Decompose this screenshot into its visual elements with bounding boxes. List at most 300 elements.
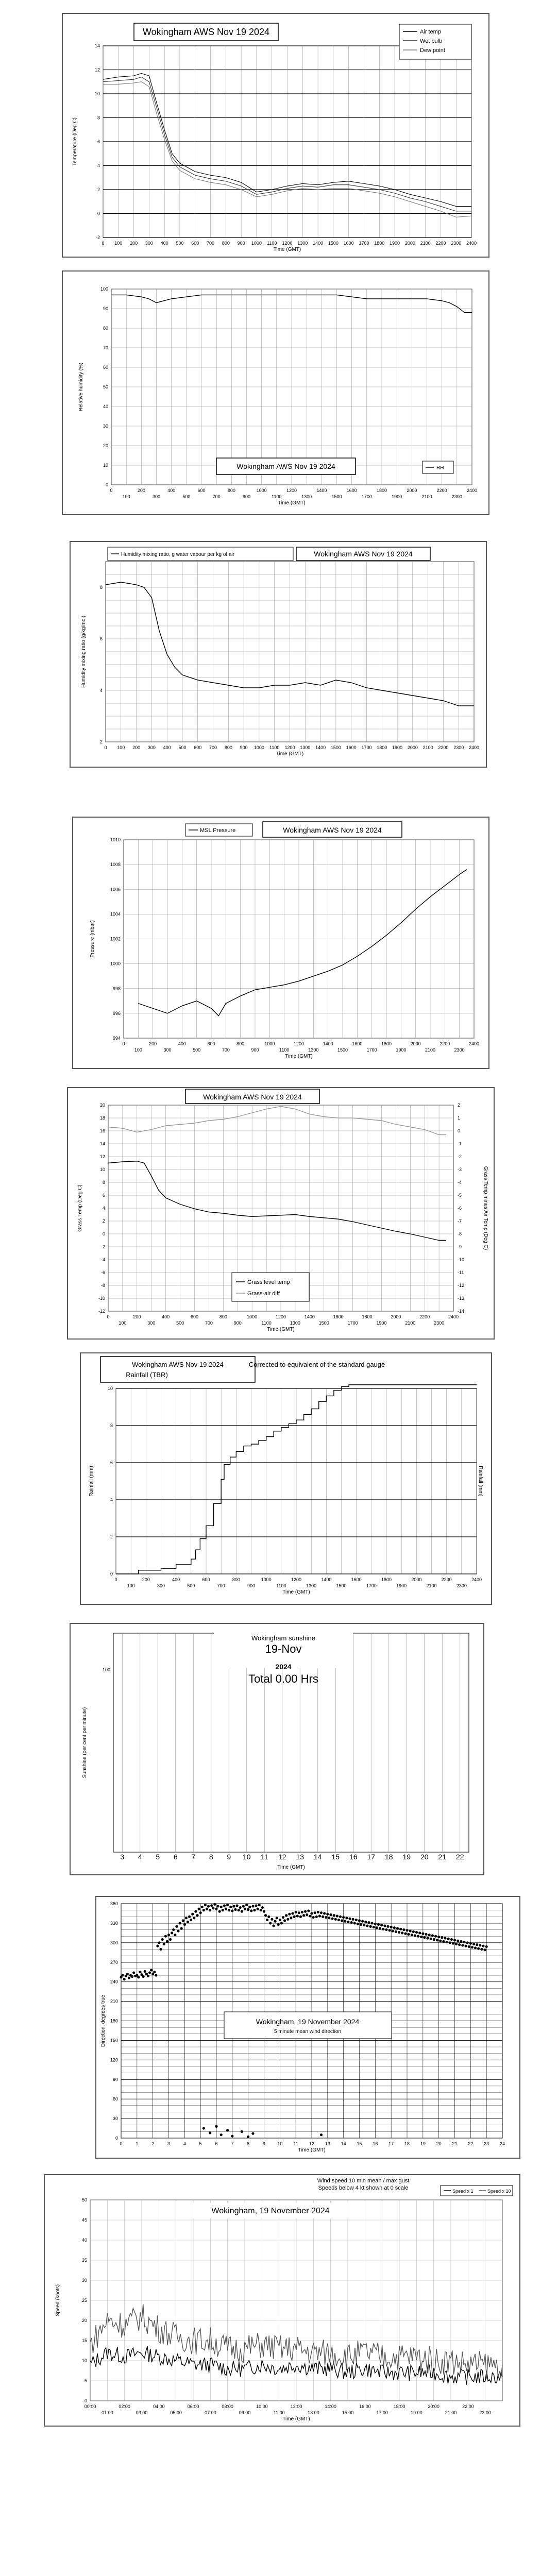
x-axis-label: Time (GMT) (285, 1054, 313, 1059)
y-axis-label: Pressure (mbar) (90, 920, 95, 958)
data-point (291, 1912, 294, 1914)
y-tick-label: 0 (97, 211, 100, 216)
x-tick-label: 16:00 (359, 2404, 371, 2409)
rainfall-chart (80, 1352, 492, 1605)
x-tick-label: 19:00 (411, 2410, 422, 2415)
x-tick-label: 15:00 (342, 2410, 354, 2415)
data-point (267, 1916, 270, 1918)
mixing-ratio-chart (70, 541, 487, 768)
data-point (247, 1908, 249, 1911)
x-tick-label: 20:00 (428, 2404, 439, 2409)
x-axis-label: Time (GMT) (267, 1327, 295, 1332)
x-tick-label: 900 (247, 1583, 256, 1588)
y-axis-label: Speed (knots) (55, 2284, 61, 2317)
data-point (261, 1906, 264, 1909)
x-tick-label: 0 (110, 488, 113, 493)
data-point (202, 2127, 205, 2129)
data-point (453, 1939, 456, 1941)
x-tick-label: 13 (296, 1853, 305, 1861)
y-tick-label: 240 (110, 1979, 118, 1985)
data-point (245, 1904, 248, 1906)
data-point (444, 1937, 446, 1939)
data-point (209, 2131, 211, 2134)
x-tick-label: 21:00 (445, 2410, 457, 2415)
y-tick-label: 1002 (110, 936, 121, 942)
data-point (295, 1911, 297, 1913)
x-tick-label: 200 (133, 1314, 141, 1319)
y-tick-label: 30 (103, 423, 108, 429)
x-tick-label: 14 (341, 2141, 346, 2146)
x-tick-label: 17 (367, 1853, 376, 1861)
data-point (188, 1916, 191, 1918)
x-tick-label: 2000 (411, 1577, 422, 1582)
data-point (411, 1934, 413, 1936)
x-tick-label: 1800 (381, 1577, 392, 1582)
y-tick-label: 12 (99, 1154, 105, 1159)
data-point (226, 2129, 229, 2131)
x-tick-label: 8 (209, 1853, 213, 1861)
data-point (302, 1914, 305, 1917)
x-tick-label: 04:00 (153, 2404, 165, 2409)
x-tick-label: 23:00 (479, 2410, 491, 2415)
x-tick-label: 1100 (269, 745, 280, 750)
y-tick-label-right: -8 (458, 1231, 462, 1236)
data-point (253, 1909, 256, 1911)
chart-subtitle: Rainfall (TBR) (126, 1371, 168, 1379)
data-point (216, 1905, 219, 1907)
y-tick-label: 996 (112, 1010, 121, 1016)
x-tick-label: 1700 (366, 1583, 377, 1588)
y-tick-label: 2 (110, 1534, 113, 1539)
data-point (373, 1926, 375, 1928)
y-tick-label-right: 0 (458, 1128, 461, 1133)
data-point (266, 1919, 268, 1921)
data-point (264, 1914, 267, 1917)
x-tick-label: 02:00 (119, 2404, 130, 2409)
x-tick-label: 07:00 (205, 2410, 216, 2415)
y-tick-label: -2 (95, 235, 100, 240)
data-point (307, 1909, 310, 1912)
x-axis-label: Time (GMT) (282, 1589, 310, 1595)
y-tick-label: 270 (110, 1959, 118, 1965)
data-point (347, 1921, 349, 1923)
data-point (306, 1913, 308, 1916)
y-tick-label: 6 (102, 1193, 105, 1198)
data-point (326, 1913, 329, 1916)
y-tick-label: 1010 (110, 837, 121, 842)
data-point (376, 1926, 378, 1929)
data-point (250, 1909, 252, 1912)
x-tick-label: 1300 (300, 745, 311, 750)
x-tick-label: 18 (384, 1853, 393, 1861)
y-tick-label: 70 (103, 345, 108, 350)
x-tick-label: 1700 (361, 494, 372, 499)
data-point (329, 1913, 332, 1916)
x-tick-label: 01:00 (102, 2410, 113, 2415)
data-point (386, 1925, 389, 1928)
data-point (437, 1936, 440, 1938)
x-tick-label: 1100 (276, 1583, 286, 1588)
data-point (336, 1914, 339, 1917)
data-point (155, 1974, 157, 1976)
x-tick-label: 400 (160, 241, 168, 246)
data-point (251, 2132, 254, 2135)
x-tick-label: 2300 (451, 241, 462, 246)
x-tick-label: 0 (102, 241, 105, 246)
x-tick-label: 2000 (404, 241, 415, 246)
wind-speed-chart (44, 2174, 520, 2427)
x-tick-label: 6 (215, 2141, 218, 2146)
x-tick-label: 400 (172, 1577, 180, 1582)
x-tick-label: 2400 (471, 1577, 482, 1582)
y-tick-label: 4 (97, 163, 100, 168)
x-tick-label: 22 (468, 2141, 474, 2146)
x-tick-label: 2000 (391, 1314, 401, 1319)
data-point (466, 1941, 469, 1944)
x-tick-label: 23 (484, 2141, 489, 2146)
x-tick-label: 13:00 (308, 2410, 319, 2415)
data-point (263, 1910, 265, 1913)
legend-label: Air temp (420, 29, 441, 35)
x-tick-label: 1200 (284, 745, 295, 750)
data-point (468, 1945, 470, 1948)
data-point (476, 1943, 478, 1946)
data-point (196, 1914, 198, 1917)
data-point (169, 1938, 172, 1941)
x-tick-label: 03:00 (136, 2410, 148, 2415)
data-point (485, 1945, 488, 1948)
y-tick-label: 60 (112, 2096, 118, 2102)
x-tick-label: 800 (222, 241, 230, 246)
x-tick-label: 20 (420, 1853, 429, 1861)
x-tick-label: 600 (191, 241, 199, 246)
data-point (229, 1906, 232, 1908)
x-tick-label: 100 (134, 1047, 142, 1053)
data-point (474, 1946, 477, 1949)
data-point (318, 1914, 321, 1917)
x-tick-label: 1 (136, 2141, 139, 2146)
data-point (123, 1978, 126, 1980)
data-point (320, 2133, 323, 2136)
x-tick-label: 1300 (306, 1583, 317, 1588)
x-tick-label: 19 (420, 2141, 426, 2146)
y-tick-label-right: -13 (458, 1296, 465, 1301)
data-point (405, 1929, 408, 1931)
x-tick-label: 1600 (343, 241, 354, 246)
y-axis-label-right: Grass Temp minus Air Temp (Deg C) (483, 1166, 488, 1250)
data-point (228, 1909, 230, 1911)
x-tick-label: 1100 (267, 241, 277, 246)
data-point (447, 1938, 450, 1940)
x-tick-label: 2 (151, 2141, 155, 2146)
data-point (301, 1911, 303, 1913)
x-tick-label: 2200 (438, 745, 449, 750)
data-point (423, 1936, 426, 1939)
data-point (371, 1922, 374, 1924)
legend-label: Dew point (420, 47, 445, 54)
x-tick-label: 800 (236, 1041, 245, 1046)
data-point (392, 1929, 394, 1932)
x-tick-label: 1500 (336, 1583, 347, 1588)
x-tick-label: 1100 (261, 1320, 272, 1326)
data-point (231, 1909, 233, 1912)
x-tick-label: 900 (251, 1047, 259, 1053)
data-point (147, 1975, 149, 1977)
x-tick-label: 8 (247, 2141, 250, 2146)
data-point (232, 1905, 235, 1907)
x-tick-label: 11 (293, 2141, 298, 2146)
data-point (247, 2136, 249, 2138)
x-tick-label: 7 (231, 2141, 234, 2146)
data-point (412, 1930, 415, 1933)
x-tick-label: 1200 (291, 1577, 302, 1582)
y-tick-label: 18 (99, 1115, 105, 1121)
y-tick-label: 10 (94, 91, 100, 96)
x-axis-label: Time (GMT) (282, 2416, 310, 2422)
y-tick-label: 10 (107, 1386, 113, 1391)
y-tick-label: 90 (103, 306, 108, 311)
x-tick-label: 200 (149, 1041, 157, 1046)
y-tick-label: 4 (99, 688, 103, 693)
data-point (251, 1905, 254, 1907)
x-tick-label: 500 (176, 1320, 184, 1326)
x-tick-label: 15 (331, 1853, 340, 1861)
data-point (215, 2125, 217, 2128)
data-point (279, 1919, 281, 1921)
chart-title: Wokingham AWS Nov 19 2024 (283, 826, 382, 834)
data-point (395, 1930, 397, 1933)
data-point (167, 1934, 170, 1936)
data-point (407, 1933, 410, 1936)
x-tick-label: 15 (357, 2141, 362, 2146)
data-point (377, 1923, 380, 1926)
chart-title: Wokingham AWS Nov 19 2024 (203, 1093, 302, 1101)
x-tick-label: 400 (178, 1041, 186, 1046)
data-point (382, 1928, 384, 1930)
x-tick-label: 21 (438, 1853, 447, 1861)
x-tick-label: 2100 (405, 1320, 416, 1326)
y-tick-label: 100 (102, 1667, 110, 1672)
data-point (166, 1940, 168, 1943)
y-tick-label: 40 (81, 2238, 87, 2243)
grass-temp-chart (67, 1087, 495, 1340)
data-point (398, 1931, 400, 1934)
x-tick-label: 1500 (328, 241, 339, 246)
x-tick-label: 200 (130, 241, 138, 246)
data-point (417, 1935, 419, 1938)
x-tick-label: 10:00 (256, 2404, 268, 2409)
data-point (158, 1941, 160, 1944)
data-point (199, 1911, 202, 1914)
x-tick-label: 9 (227, 1853, 231, 1861)
x-tick-label: 400 (163, 745, 171, 750)
data-point (360, 1923, 362, 1926)
data-point (153, 1971, 156, 1973)
x-tick-label: 09:00 (239, 2410, 251, 2415)
y-tick-label: 998 (112, 986, 121, 991)
y-tick-label: 15 (81, 2338, 87, 2343)
x-tick-label: 500 (182, 494, 191, 499)
y-tick-label: 35 (81, 2258, 87, 2263)
data-point (283, 1919, 286, 1922)
x-tick-label: 1000 (253, 745, 264, 750)
data-point (180, 1927, 183, 1929)
y-tick-label: 20 (103, 443, 108, 448)
data-point (187, 1921, 189, 1923)
data-point (369, 1925, 371, 1928)
x-axis-label: Time (GMT) (277, 1865, 305, 1870)
x-tick-label: 2200 (439, 1041, 450, 1046)
x-tick-label: 600 (194, 745, 202, 750)
data-point (380, 1924, 383, 1926)
data-point (402, 1928, 405, 1931)
x-tick-label: 11:00 (273, 2410, 285, 2415)
legend-label: MSL Pressure (200, 827, 236, 834)
x-tick-label: 13 (325, 2141, 330, 2146)
x-tick-label: 1700 (366, 1047, 377, 1053)
y-tick-label: 30 (81, 2278, 87, 2283)
y-tick-label: -2 (100, 1244, 105, 1249)
data-point (430, 1938, 432, 1940)
wind-direction-chart (95, 1896, 520, 2159)
y-tick-label: 330 (110, 1920, 118, 1926)
data-point (201, 1906, 204, 1908)
data-point (293, 1916, 295, 1918)
y-tick-label-right: -9 (458, 1244, 462, 1249)
data-point (190, 1919, 192, 1921)
chart-note: Corrected to equivalent of the standard gauge (248, 1361, 385, 1368)
data-point (276, 1917, 278, 1919)
y-tick-label: 300 (110, 1940, 118, 1945)
data-point (367, 1921, 370, 1924)
x-tick-label: 0 (107, 1314, 110, 1319)
x-tick-label: 1900 (390, 241, 400, 246)
chart-date: 19-Nov (265, 1642, 302, 1655)
y-tick-label: -6 (100, 1270, 105, 1275)
y-tick-label-right: -5 (458, 1193, 462, 1198)
data-point (393, 1926, 396, 1929)
data-point (257, 1908, 259, 1910)
legend-label: Speed x 1 (452, 2189, 474, 2194)
x-tick-label: 600 (190, 1314, 199, 1319)
y-tick-label: 10 (103, 463, 108, 468)
chart-title: Wokingham AWS Nov 19 2024 (142, 27, 270, 37)
data-point (255, 1904, 257, 1907)
data-point (193, 1917, 195, 1919)
x-tick-label: 11 (260, 1853, 268, 1861)
x-tick-label: 800 (227, 488, 235, 493)
data-point (248, 1906, 251, 1908)
x-tick-label: 1000 (264, 1041, 275, 1046)
data-point (177, 1929, 179, 1932)
data-point (450, 1938, 453, 1941)
data-point (420, 1936, 422, 1938)
y-tick-label: 45 (81, 2217, 87, 2223)
x-tick-label: 24 (499, 2141, 505, 2146)
data-point (385, 1928, 387, 1931)
y-tick-label-right: -12 (458, 1283, 465, 1288)
y-tick-label: 1006 (110, 887, 121, 892)
chart-title: Wokingham sunshine (251, 1634, 316, 1642)
x-tick-label: 2000 (407, 745, 418, 750)
data-point (159, 1948, 162, 1951)
x-tick-label: 0 (114, 1577, 117, 1582)
data-point (452, 1942, 454, 1944)
x-axis-label: Time (GMT) (273, 247, 301, 252)
y-tick-label: 50 (81, 2197, 87, 2202)
y-tick-label: 5 (84, 2378, 87, 2383)
y-tick-label: -8 (100, 1283, 105, 1288)
chart-subtitle: 5 minute mean wind direction (274, 2029, 342, 2035)
y-tick-label: 16 (99, 1128, 105, 1133)
data-point (458, 1943, 461, 1946)
x-tick-label: 2100 (422, 745, 433, 750)
legend-label: Humidity mixing ratio, g water vapour per kg of air (121, 552, 235, 557)
data-point (144, 1970, 146, 1973)
data-point (185, 1917, 188, 1919)
x-tick-label: 300 (163, 1047, 172, 1053)
y-tick-label: 0 (115, 2136, 118, 2141)
y-tick-label-right: -3 (458, 1167, 462, 1172)
x-tick-label: 800 (224, 745, 232, 750)
humidity-chart (62, 270, 489, 515)
x-tick-label: 19 (402, 1853, 411, 1861)
data-point (213, 1903, 216, 1906)
y-tick-label-right: -6 (458, 1206, 462, 1211)
x-tick-label: 1900 (392, 494, 402, 499)
x-tick-label: 300 (145, 241, 153, 246)
x-tick-label: 700 (212, 494, 221, 499)
x-tick-label: 1200 (293, 1041, 305, 1046)
x-tick-label: 2100 (426, 1583, 437, 1588)
y-tick-label: 2 (102, 1218, 105, 1224)
y-tick-label: 14 (94, 43, 100, 48)
x-tick-label: 06:00 (187, 2404, 199, 2409)
data-point (163, 1943, 165, 1945)
data-point (436, 1939, 438, 1941)
x-tick-label: 1500 (330, 745, 341, 750)
y-tick-label: 10 (99, 1167, 105, 1172)
x-tick-label: 1700 (359, 241, 369, 246)
x-tick-label: 100 (119, 1320, 127, 1326)
y-tick-label-right: 1 (458, 1115, 461, 1121)
y-tick-label: -10 (98, 1296, 105, 1301)
y-axis-label-right: Rainfall (mm) (478, 1466, 483, 1497)
x-tick-label: 2200 (419, 1314, 430, 1319)
data-point (137, 1976, 140, 1978)
y-axis-label: Rainfall (mm) (89, 1466, 94, 1497)
data-point (272, 1924, 275, 1927)
x-tick-label: 2000 (407, 488, 417, 493)
data-point (304, 1910, 307, 1913)
data-point (215, 1908, 217, 1910)
data-point (479, 1944, 481, 1946)
y-tick-label: 8 (97, 115, 100, 121)
data-point (234, 1908, 236, 1911)
data-point (434, 1935, 437, 1938)
data-point (204, 1904, 207, 1906)
data-point (431, 1934, 434, 1937)
data-point (148, 1971, 151, 1974)
legend-label: Speed x 10 (487, 2189, 511, 2194)
x-tick-label: 1900 (392, 745, 403, 750)
data-point (269, 1922, 272, 1924)
data-point (296, 1914, 299, 1917)
x-tick-label: 00:00 (84, 2404, 96, 2409)
data-point (298, 1911, 300, 1914)
y-tick-label: 1008 (110, 862, 121, 868)
y-tick-label: 80 (103, 326, 108, 331)
